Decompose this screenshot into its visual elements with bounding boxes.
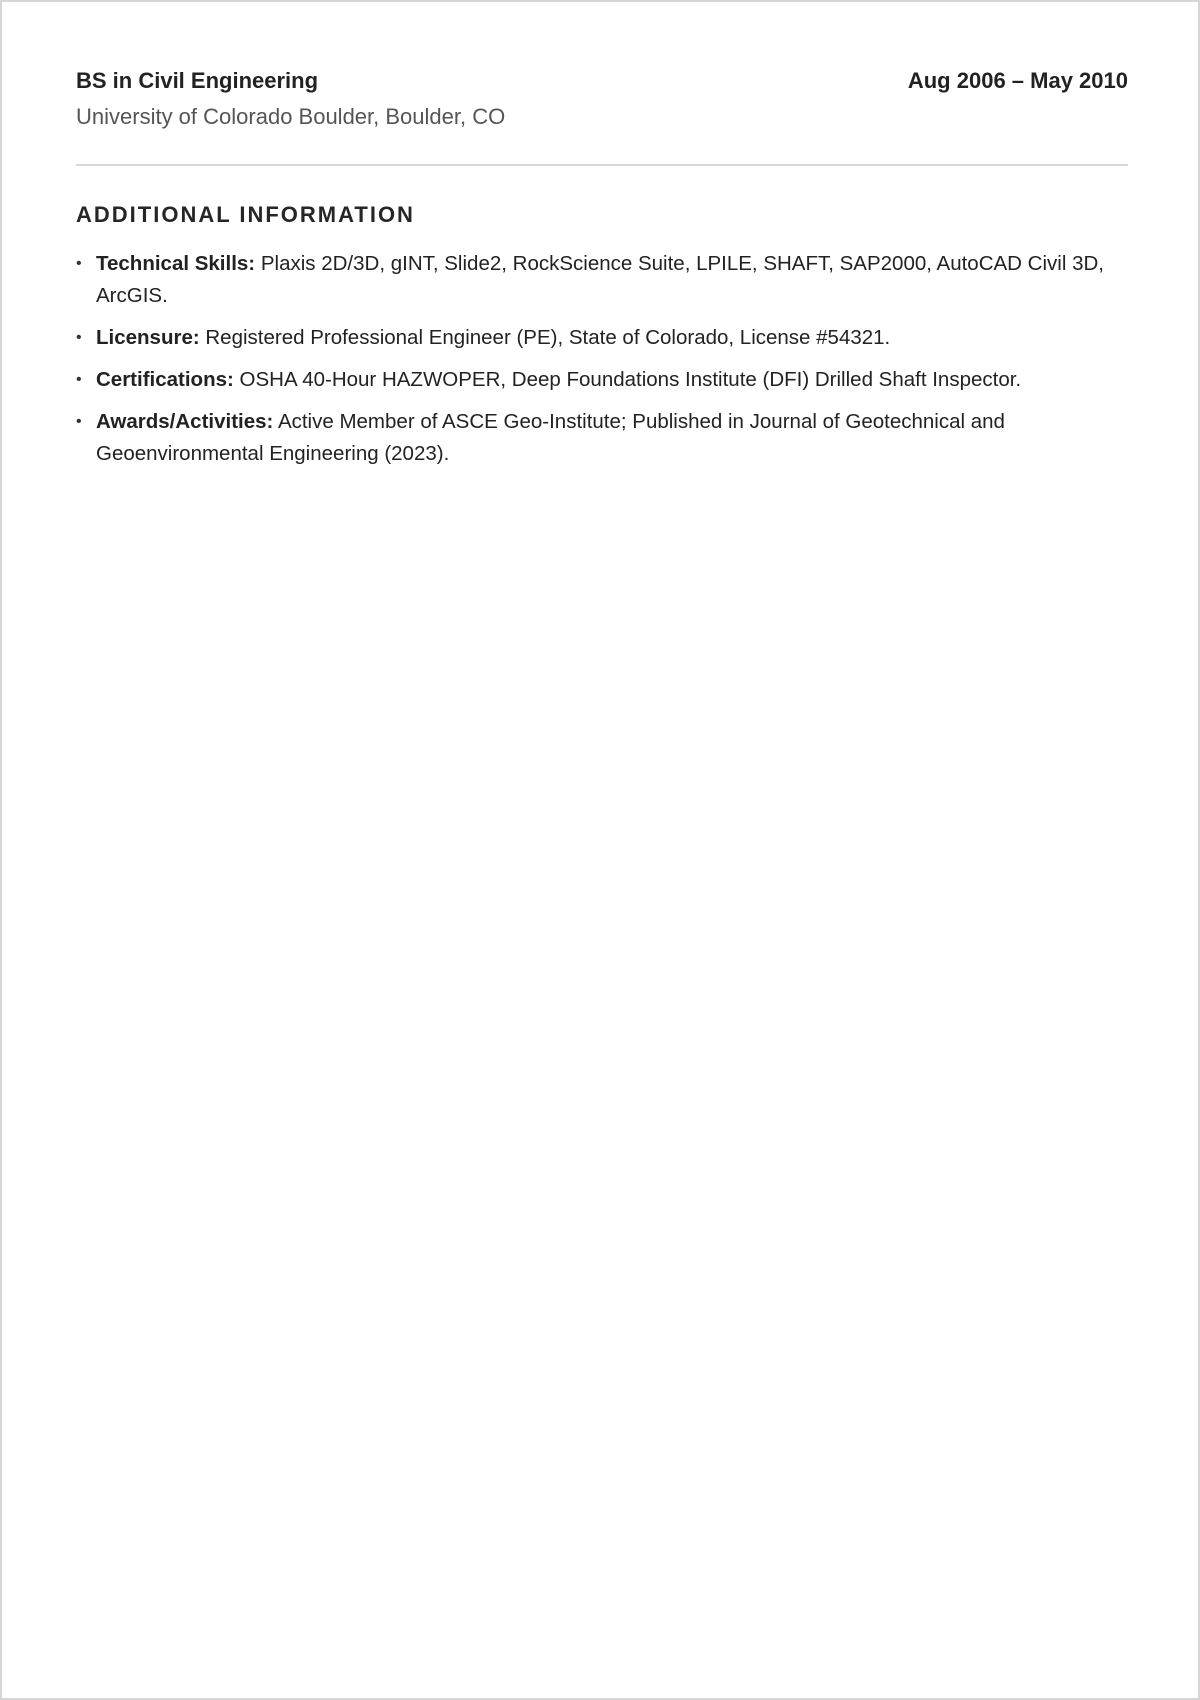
item-label: Licensure: <box>96 326 200 349</box>
list-item-certifications <box>76 364 1128 396</box>
degree-title: BS in Civil Engineering <box>76 68 319 93</box>
section-divider <box>76 164 1128 166</box>
additional-information-list <box>76 248 1128 470</box>
bullet-icon: • <box>76 413 82 430</box>
item-text: OSHA 40-Hour HAZWOPER, Deep Foundations Institute (DFI) Drilled Shaft Inspector. <box>239 368 1022 391</box>
list-item-technical-skills <box>76 248 1128 312</box>
additional-information-heading: ADDITIONAL INFORMATION <box>76 202 415 227</box>
item-label: Certifications: <box>96 368 234 391</box>
item-text: Registered Professional Engineer (PE), State of Colorado, License #54321. <box>205 326 891 349</box>
resume-content <box>76 66 1128 480</box>
education-entry <box>76 66 1128 96</box>
list-item-awards-activities <box>76 406 1128 470</box>
bullet-icon: • <box>76 329 82 346</box>
item-label: Technical Skills: <box>96 252 256 275</box>
item-label: Awards/Activities: <box>96 410 274 433</box>
list-item-licensure <box>76 322 1128 354</box>
item-text: Active Member of ASCE Geo-Institute; Published in Journal of Geotechnical and Geoenvironmental Engineering (2023). <box>96 410 1005 465</box>
school-name: University of Colorado Boulder, Boulder, CO <box>76 104 506 129</box>
item-text: Plaxis 2D/3D, gINT, Slide2, RockScience Suite, LPILE, SHAFT, SAP2000, AutoCAD Civil 3D, ArcGIS. <box>96 252 1104 307</box>
education-dates: Aug 2006 – May 2010 <box>907 68 1128 93</box>
bullet-icon: • <box>76 371 82 388</box>
bullet-icon: • <box>76 255 82 272</box>
